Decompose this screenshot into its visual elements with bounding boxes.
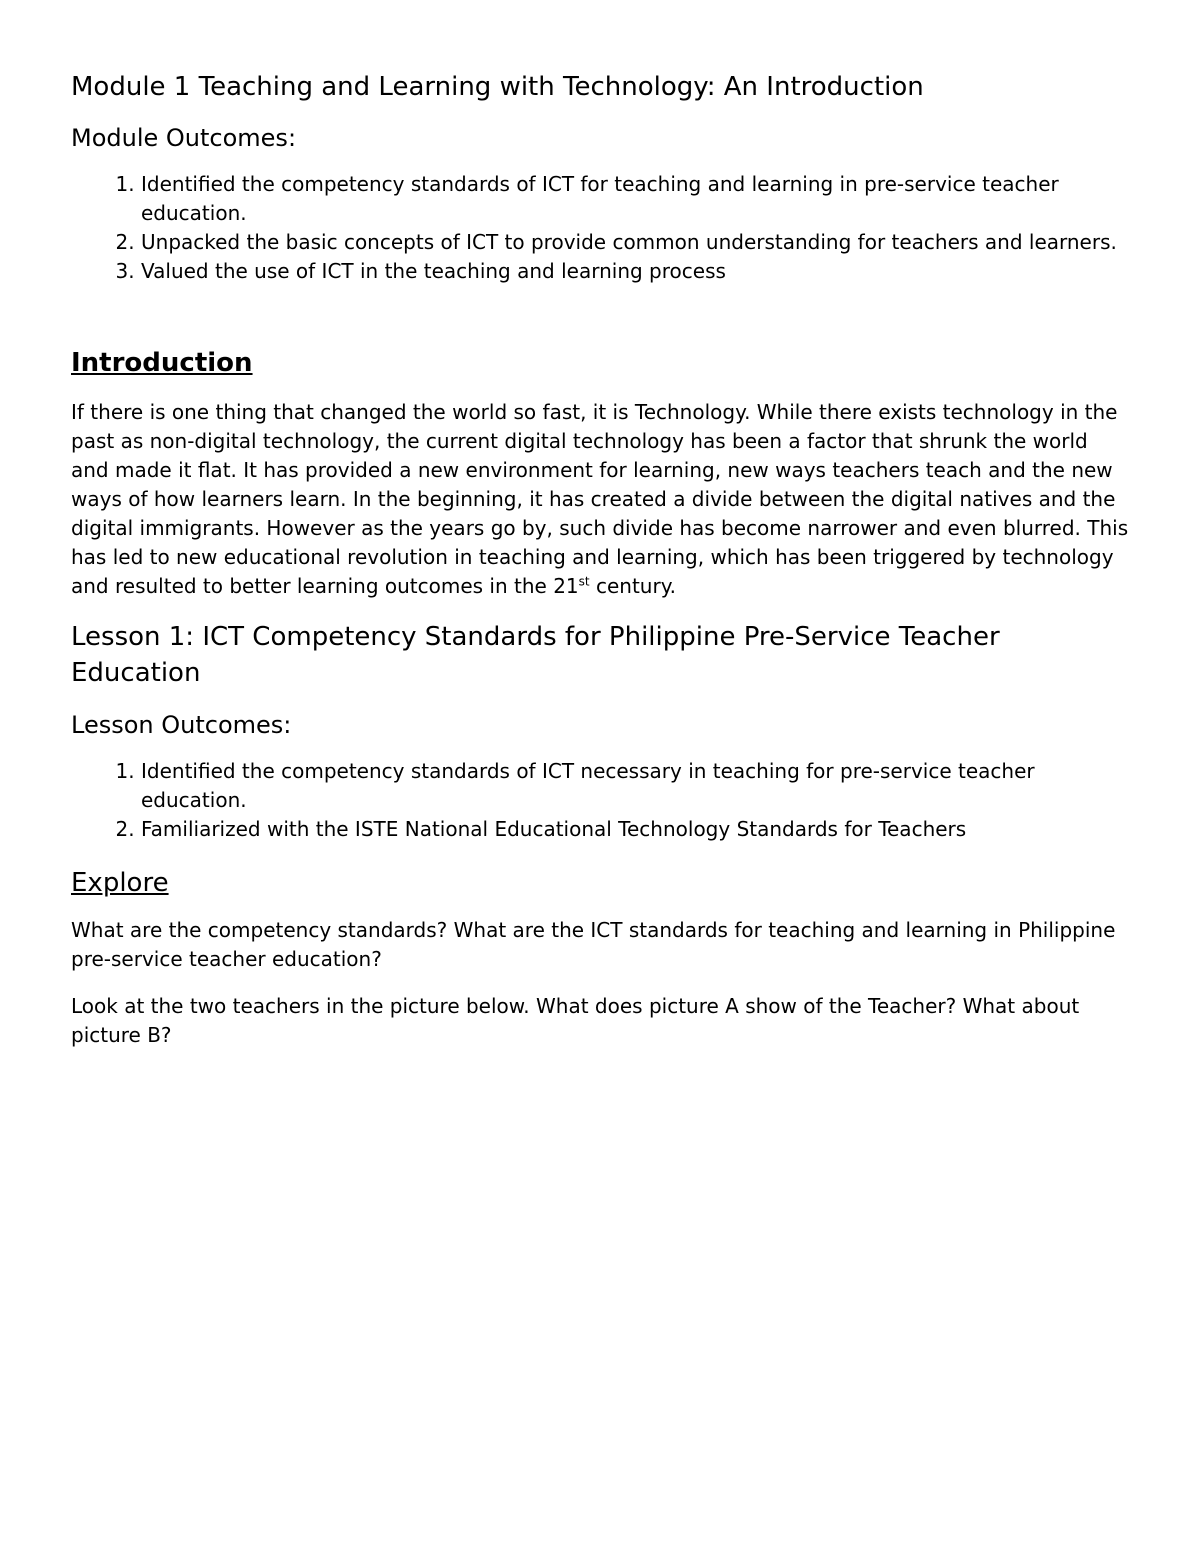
introduction-paragraph: [71, 398, 1130, 601]
module-outcomes-list: [71, 170, 1130, 286]
introduction-heading: Introduction: [71, 348, 253, 378]
explore-paragraph: Look at the two teachers in the picture below. What does picture A show of the Teacher? What about picture B?: [71, 994, 1080, 1047]
lesson-outcomes-list: [71, 757, 1130, 844]
introduction-text-end: century.: [589, 574, 677, 598]
ordinal-superscript: st: [578, 574, 590, 589]
explore-heading: Explore: [71, 868, 169, 898]
list-item: 1. Identified the competency standards of ICT necessary in teaching for pre-service teacher education.: [141, 757, 1130, 815]
module-title: Module 1 Teaching and Learning with Technology: An Introduction: [71, 72, 924, 102]
module-outcomes-heading: Module Outcomes:: [71, 124, 297, 152]
list-item: 3. Valued the use of ICT in the teaching and learning process: [141, 257, 1130, 286]
spacer: [71, 286, 1130, 346]
introduction-text: If there is one thing that changed the world so fast, it is Technology. While there exists technology in the past as non-digital technology, the current digital technology has been a factor that shrunk the world and made it flat. It has provided a new environment for learning, new ways teachers teach and the new ways of how learners learn. In the beginning, it has created a divide between the digital natives and the digital immigrants. However as the years go by, such divide has become narrower and even blurred. This has led to new educational revolution in teaching and learning, which has been triggered by technology and resulted to better learning outcomes in the 21: [71, 400, 1129, 598]
list-item: 2. Unpacked the basic concepts of ICT to provide common understanding for teachers and learners.: [141, 228, 1130, 257]
lesson-outcomes-heading: Lesson Outcomes:: [71, 711, 292, 739]
list-item: 1. Identified the competency standards of ICT for teaching and learning in pre-service teacher education.: [141, 170, 1130, 228]
explore-paragraph: What are the competency standards? What are the ICT standards for teaching and learning in Philippine pre-service teacher education?: [71, 918, 1116, 971]
list-item: 2. Familiarized with the ISTE National Educational Technology Standards for Teachers: [141, 815, 1130, 844]
lesson-title: Lesson 1: ICT Competency Standards for Philippine Pre-Service Teacher Education: [71, 622, 1000, 688]
